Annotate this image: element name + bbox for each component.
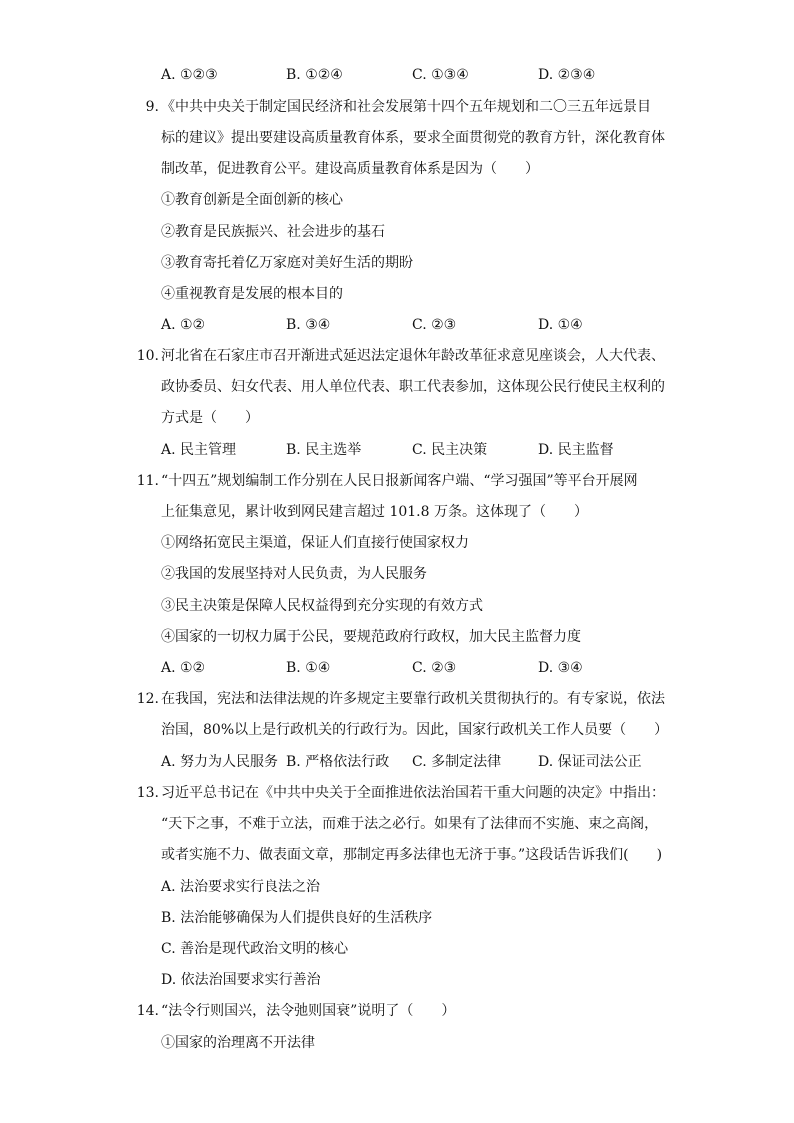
statement: ②我国的发展坚持对人民负责，为人民服务 (161, 566, 427, 582)
option-b: B. 严格依法行政 (286, 754, 390, 770)
question-stem-line: 治国，80%以上是行政机关的行政行为。因此，国家行政机关工作人员要（ ） (161, 722, 669, 738)
option-c: C. 善治是现代政治文明的核心 (161, 941, 349, 957)
statement: ④重视教育是发展的根本目的 (161, 286, 343, 302)
question-stem-line: 政协委员、妇女代表、用人单位代表、职工代表参加，这体现公民行使民主权利的 (161, 379, 665, 395)
option-c: C. ②③ (412, 660, 457, 676)
option-a: A. ①② (161, 660, 206, 676)
option-a: A. ①②③ (161, 67, 218, 83)
option-d: D. 保证司法公正 (538, 754, 642, 770)
option-c: C. ①③④ (412, 67, 469, 83)
question-stem-line: 标的建议》提出要建设高质量教育体系，要求全面贯彻党的教育方针，深化教育体 (161, 130, 665, 146)
statement: ①国家的治理离不开法律 (161, 1035, 315, 1051)
option-a: A. 法治要求实行良法之治 (161, 879, 321, 895)
statement: ③民主决策是保障人民权益得到充分实现的有效方式 (161, 598, 483, 614)
option-a: A. 努力为人民服务 (161, 754, 279, 770)
question-number: 13. (136, 785, 159, 801)
option-c: C. 民主决策 (412, 442, 488, 458)
option-b: B. ①④ (286, 660, 331, 676)
option-d: D. ③④ (538, 660, 583, 676)
statement: ①网络拓宽民主渠道，保证人们直接行使国家权力 (161, 535, 469, 551)
question-stem-line: “法令行则国兴，法令弛则国衰”说明了（ ） (161, 1003, 456, 1019)
option-b: B. 民主选举 (286, 442, 362, 458)
option-d: D. 依法治国要求实行善治 (161, 972, 321, 988)
option-d: D. ②③④ (538, 67, 596, 83)
option-a: A. ①② (161, 317, 206, 333)
option-d: D. ①④ (538, 317, 583, 333)
option-b: B. ①②④ (286, 67, 343, 83)
statement: ④国家的一切权力属于公民，要规范政府行政权，加大民主监督力度 (161, 629, 581, 645)
question-number: 11. (136, 473, 159, 489)
question-number: 9. (145, 99, 159, 115)
question-stem-line: 河北省在石家庄市召开渐进式延迟法定退休年龄改革征求意见座谈会，人大代表、 (161, 348, 665, 364)
question-stem-line: 制改革，促进教育公平。建设高质量教育体系是因为（ ） (161, 161, 539, 177)
option-c: C. 多制定法律 (412, 754, 502, 770)
question-stem-line: 在我国，宪法和法律法规的许多规定主要靠行政机关贯彻执行的。有专家说，依法 (161, 691, 665, 707)
question-stem-line: 方式是（ ） (161, 410, 259, 426)
question-stem-line: 上征集意见，累计收到网民建言超过 101.8 万条。这体现了（ ） (161, 504, 588, 520)
statement: ③教育寄托着亿万家庭对美好生活的期盼 (161, 255, 413, 271)
question-number: 14. (136, 1003, 159, 1019)
question-stem-line: “天下之事，不难于立法，而难于法之必行。如果有了法律而不实施、束之高阁， (161, 816, 659, 832)
question-stem-line: 或者实施不力、做表面文章，那制定再多法律也无济于事。”这段话告诉我们( ) (161, 847, 663, 863)
option-b: B. ③④ (286, 317, 331, 333)
option-b: B. 法治能够确保为人们提供良好的生活秩序 (161, 910, 433, 926)
option-c: C. ②③ (412, 317, 457, 333)
statement: ②教育是民族振兴、社会进步的基石 (161, 224, 385, 240)
option-a: A. 民主管理 (161, 442, 237, 458)
question-stem-line: 《中共中央关于制定国民经济和社会发展第十四个五年规划和二〇三五年远景目 (161, 99, 651, 115)
statement: ①教育创新是全面创新的核心 (161, 192, 343, 208)
option-d: D. 民主监督 (538, 442, 614, 458)
question-stem-line: “十四五”规划编制工作分别在人民日报新闻客户端、“学习强国”等平台开展网 (161, 473, 638, 489)
question-stem-line: 习近平总书记在《中共中央关于全面推进依法治国若干重大问题的决定》中指出： (161, 785, 665, 801)
question-number: 12. (136, 691, 159, 707)
question-number: 10. (136, 348, 159, 364)
